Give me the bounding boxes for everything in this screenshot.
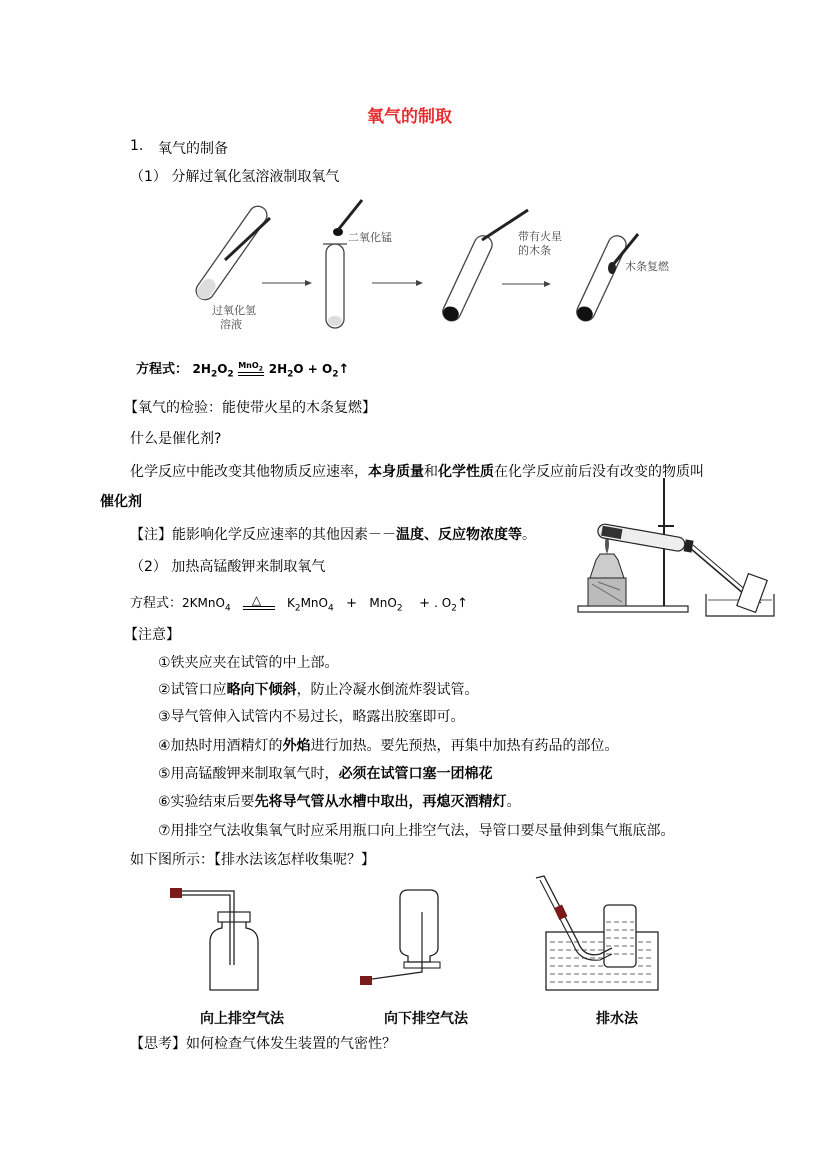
section-number: 1. <box>130 138 144 154</box>
page-title: 氧气的制取 <box>367 107 452 127</box>
label-splint-reignites: 木条复燃 <box>625 260 669 273</box>
test-tube-2 <box>323 244 347 328</box>
note-factors: 【注】能影响化学反应速率的其他因素－－温度、反应物浓度等。 <box>130 527 536 543</box>
label-downward-displacement: 向下排空气法 <box>384 1011 468 1027</box>
equation1: 方程式： $2H_2O_2$ MnO$_2$ $2H_2O$ + $O_2↑$ <box>136 361 350 380</box>
catalyst-question: 什么是催化剂? <box>130 431 222 447</box>
note-emphasis: 先将导气管从水槽中取出，再熄灭酒精灯 <box>254 794 507 810</box>
note-text: ⑦用排空气法收集氧气时应采用瓶口向上排空气法，导管口要尽量伸到集气瓶底部。 <box>158 823 675 839</box>
note-item <box>158 652 339 672</box>
label-mno2: 二氧化锰 <box>348 231 392 244</box>
method1-heading: （1） 分解过氧化氢溶液制取氧气 <box>130 169 340 185</box>
label-h2o2: 过氧化氢 <box>212 304 256 317</box>
note-item <box>158 820 675 840</box>
figure-intro: 如下图所示：【排水法该怎样收集呢？】 <box>130 852 375 868</box>
note-emphasis: 必须在试管口塞一团棉花 <box>338 766 493 782</box>
kmno4-heating-apparatus <box>578 478 778 620</box>
note-item <box>158 763 493 783</box>
catalyst-definition: 化学反应中能改变其他物质反应速率，本身质量和化学性质在化学反应前后没有改变的物质叫 <box>130 464 704 480</box>
label-upward-displacement: 向上排空气法 <box>200 1011 284 1027</box>
oxygen-test-note: 【氧气的检验：能使带火星的木条复燃】 <box>124 400 376 416</box>
downward-air-displacement-apparatus <box>360 890 440 985</box>
note-item <box>158 706 465 726</box>
think-question: 【思考】如何检查气体发生装置的气密性？ <box>130 1036 396 1052</box>
note-text: ⑤用高锰酸钾来制取氧气时， <box>158 766 339 782</box>
notes-header: 【注意】 <box>124 627 180 643</box>
note-item <box>158 679 479 699</box>
equation2: 方程式：2KMnO$_4$ △ $K_2MnO_4$ + MnO$_2$ + . $O_2↑$ <box>130 593 468 614</box>
method2-heading: （2） 加热高锰酸钾来制取氧气 <box>130 559 326 575</box>
h2o2-decomposition-figure <box>180 198 700 343</box>
note-text: ④加热时用酒精灯的 <box>158 738 283 754</box>
test-tube-3 <box>440 233 495 324</box>
note-text: 进行加热。要先预热，再集中加热有药品的部位。 <box>310 738 619 754</box>
label-glowing-splint-2: 的木条 <box>518 244 551 257</box>
note-emphasis: 外焰 <box>282 738 311 754</box>
note-item <box>158 791 521 811</box>
note-emphasis: 略向下倾斜 <box>226 682 297 698</box>
gas-collection-figure <box>160 870 680 1000</box>
note-text: ①铁夹应夹在试管的中上部。 <box>158 655 339 671</box>
test-tube-4 <box>574 233 629 324</box>
note-text: ②试管口应 <box>158 682 227 698</box>
water-displacement-apparatus <box>536 876 658 990</box>
note-text: 。 <box>506 794 521 810</box>
label-water-displacement: 排水法 <box>596 1011 638 1027</box>
catalyst-term: 催化剂 <box>100 494 142 510</box>
note-text: ③导气管伸入试管内不易过长，略露出胶塞即可。 <box>158 709 465 725</box>
upward-air-displacement-apparatus <box>170 888 258 990</box>
note-item <box>158 735 619 755</box>
section-label: 氧气的制备 <box>158 141 228 157</box>
note-text: ，防止冷凝水倒流炸裂试管。 <box>296 682 479 698</box>
note-text: ⑥实验结束后要 <box>158 794 255 810</box>
label-glowing-splint: 带有火星 <box>518 230 562 243</box>
label-h2o2-solution: 溶液 <box>220 318 242 331</box>
